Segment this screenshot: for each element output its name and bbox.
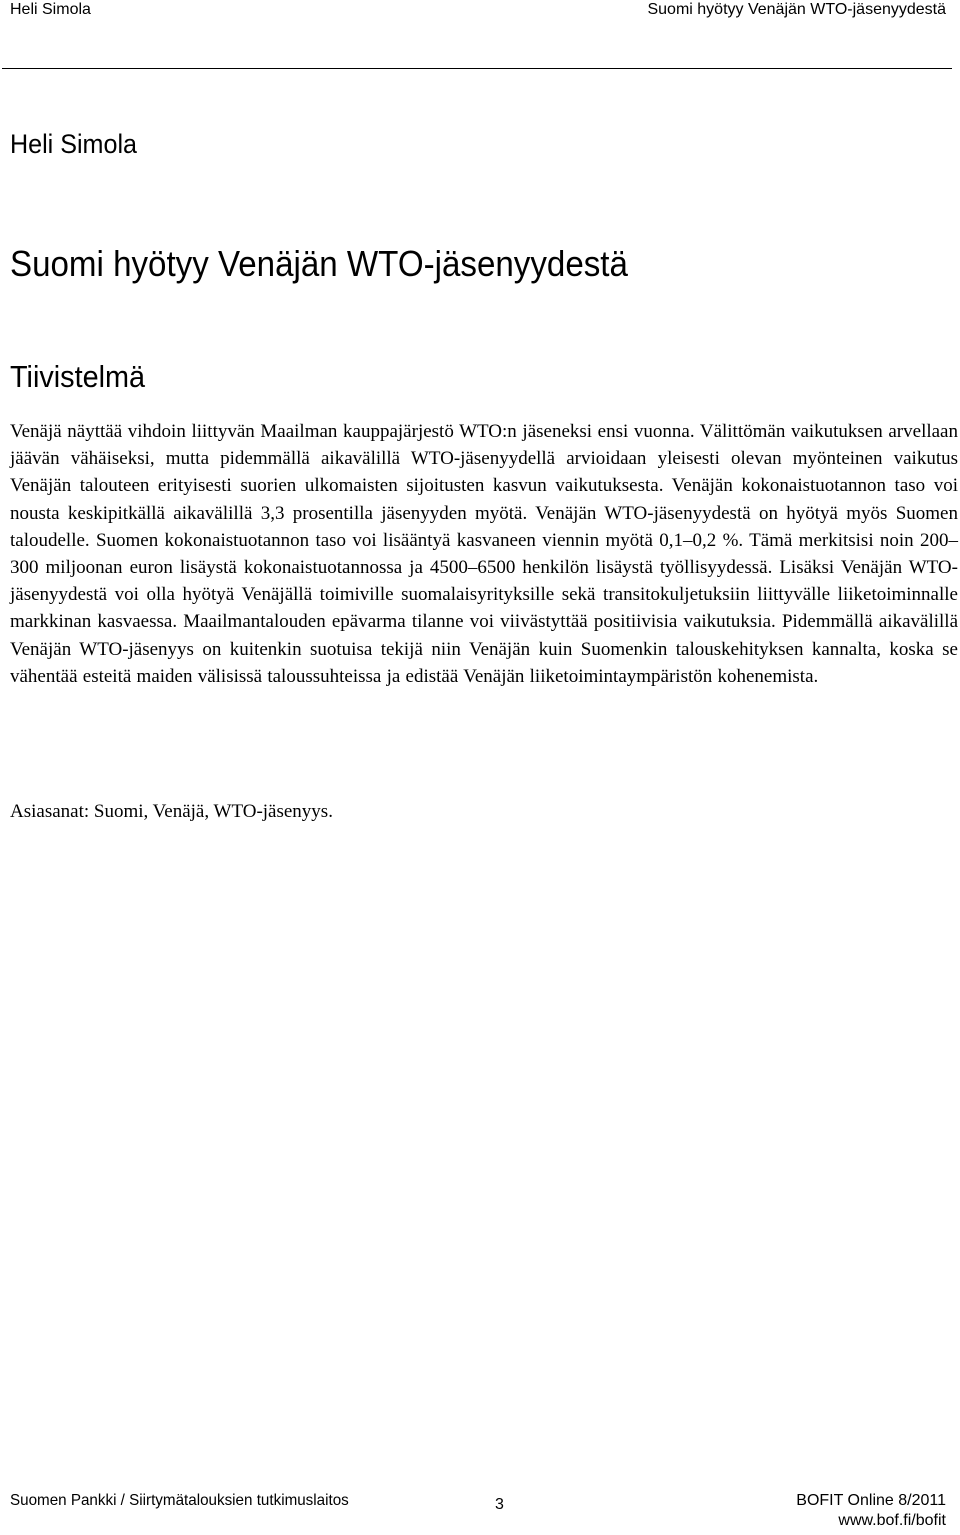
author-name: Heli Simola xyxy=(10,129,137,159)
running-header xyxy=(10,0,946,22)
page-number: 3 xyxy=(495,1496,504,1513)
footer-series: BOFIT Online 8/2011 xyxy=(796,1492,946,1509)
footer-institution: Suomen Pankki / Siirtymätalouksien tutkimuslaitos xyxy=(10,1492,349,1509)
footer-url: www.bof.fi/bofit xyxy=(838,1512,946,1529)
page-footer xyxy=(10,1491,946,1535)
running-header-author: Heli Simola xyxy=(10,1,91,18)
header-divider xyxy=(2,68,952,69)
abstract-heading: Tiivistelmä xyxy=(10,359,146,394)
document-title: Suomi hyötyy Venäjän WTO-jäsenyydestä xyxy=(10,243,628,284)
abstract-body: Venäjä näyttää vihdoin liittyvän Maailman kauppajärjestö WTO:n jäseneksi ensi vuonna. Välittömän vaikutuksen arvellaan jäävän vähäiseksi, mutta pidemmällä aikavälillä WTO-jäsenyydellä arvioidaan yleisesti olevan myönteinen vaikutus Venäjän talouteen erityisesti suorien ulkomaisten sijoitusten kasvun vaikutuksesta. Venäjän kokonaistuotannon taso voi nousta keskipitkällä aikavälillä 3,3 prosentilla jäsenyyden myötä. Venäjän WTO-jäsenyydestä on hyötyä myös Suomen taloudelle. Suomen kokonaistuotannon taso voi lisääntyä kasvaneen viennin myötä 0,1–0,2 %. Tämä merkitsisi noin 200–300 miljoonan euron lisäystä kokonaistuotannossa ja 4500–6500 henkilön lisäystä työllisyydessä. Lisäksi Venäjän WTO-jäsenyydestä voi olla hyötyä Venäjällä toimiville suomalaisyrityksille sekä transitokuljetuksiin liittyvälle liiketoiminnalle markkinan kasvaessa. Maailmantalouden epävarma tilanne voi viivästyttää positiivisia vaikutuksia. Pidemmällä aikavälillä Venäjän WTO-jäsenyys on kuitenkin suotuisa tekijä niin Venäjän kuin Suomenkin talouskehityksen kannalta, koska se vähentää esteitä maiden välisissä taloussuhteissa ja edistää Venäjän liiketoimintaympäristön kohenemista. xyxy=(10,421,958,687)
running-header-title: Suomi hyötyy Venäjän WTO-jäsenyydestä xyxy=(647,1,946,18)
footer-publication xyxy=(796,1491,946,1531)
keywords: Asiasanat: Suomi, Venäjä, WTO-jäsenyys. xyxy=(10,801,333,822)
